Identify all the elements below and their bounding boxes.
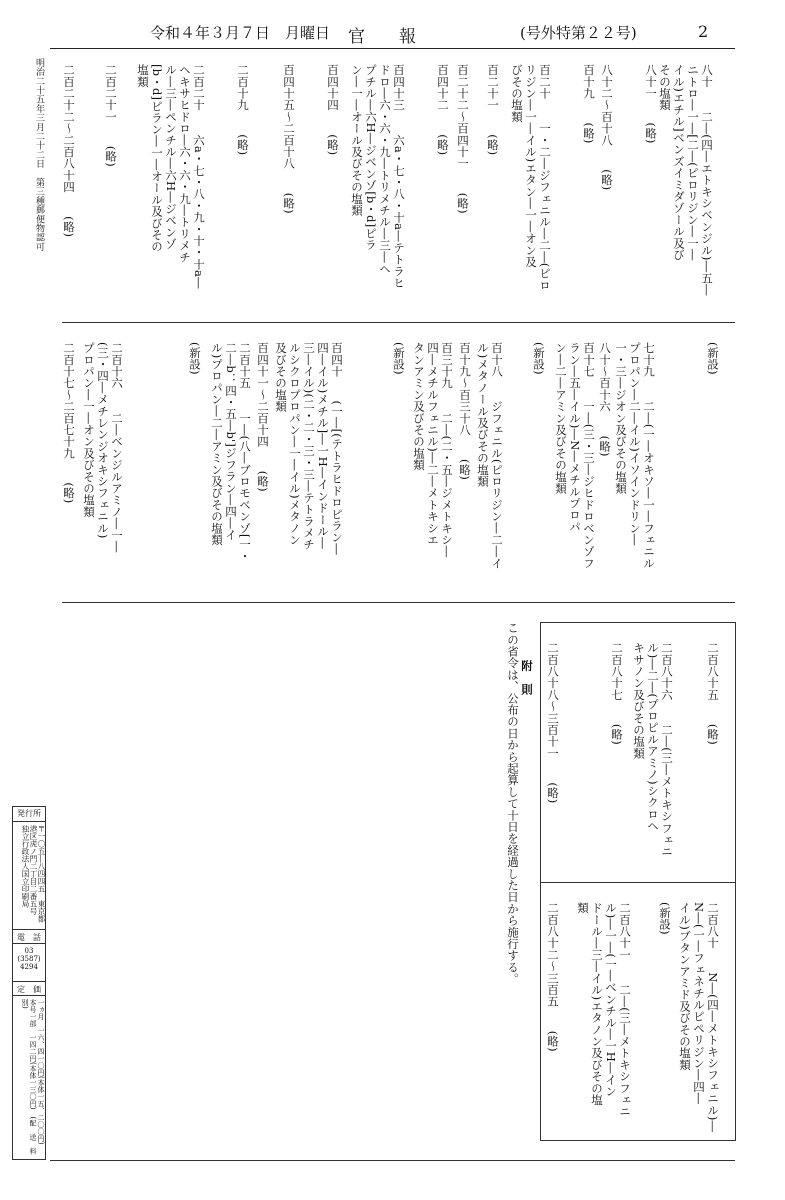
text-column: ヘキサヒドロ―六・六・九―トリメチ: [178, 64, 192, 263]
box-divider: [13, 981, 45, 982]
text-column: イル)ブタンアミド及びその塩類: [678, 902, 692, 1071]
text-column: (新設): [188, 342, 202, 375]
price-label: 定 価: [17, 985, 41, 994]
text-column: (新設): [532, 342, 546, 375]
text-column: 二百八十六 二―(三―メトキシフェニ: [660, 642, 674, 858]
text-column: ル)―一―(一―ベンチル―一H―イン: [604, 902, 618, 1098]
text-column: 二百八十八～三百十一 (略): [546, 642, 560, 804]
text-column: 百三十九 二―(二・五―ジメトキシ―: [440, 342, 454, 558]
text-column: ドロ―六・六・九―トリメチル―三―ヘ: [378, 64, 392, 275]
text-column: 百二十一 (略): [486, 64, 500, 156]
text-column: 百四十四 (略): [326, 64, 340, 156]
text-column: 百四十五～二百十八 (略): [282, 64, 296, 214]
table-border-top: [540, 622, 736, 623]
text-column: 二百十五 一―(八―ブロモベンゾ[一・: [238, 342, 252, 562]
postal-permit: 明治二十五年三月二十二日 第三種郵便物認可: [34, 58, 44, 252]
text-column: 一・三―ジオン及びその塩類: [614, 342, 628, 495]
text-column: イル)エチル]ベンズイミダゾール及び: [672, 64, 686, 261]
section-divider-middle: [62, 602, 735, 603]
text-column: 百四十一～二百十四 (略): [256, 342, 270, 492]
text-column: 二―b：四・五―b']ジフラン―四―イ: [224, 342, 238, 541]
table-border-right: [735, 622, 736, 1140]
text-column: キサノン及びその塩類: [632, 642, 646, 759]
text-column: 八十 二―(四―エトキシベンジル)―五―: [700, 64, 714, 296]
box-divider: [13, 943, 45, 944]
phone-label: 電 話: [17, 933, 41, 942]
table-border-left: [540, 622, 541, 1140]
publisher-address: 〒一〇五―八四四五 東京都港区虎ノ門二丁目二番五号 独立行政法人国立印刷局: [21, 825, 46, 923]
price-text: 一ヵ月 一六、四一〇円(本体一五、二〇〇円) 本号一部 一四二円(本体一三〇円) (配 送 料 別): [21, 999, 45, 1162]
text-column: 百四十 (一―[(テトラヒドロピラン―: [330, 342, 344, 555]
phone-number: 03 (3587) 4294: [17, 947, 41, 971]
text-column: 二百二十 六a・七・八・九・十・十a―: [192, 64, 206, 289]
text-column: 二百八十 N―(四―メトキシフェニル)―: [706, 902, 720, 1133]
text-column: 二百十九 (略): [236, 64, 250, 156]
text-column: 百四十三 六a・七・八・十a―テトラヒ: [392, 64, 406, 289]
text-column: ル)プロパン―二―アミン及びその塩類: [210, 342, 224, 546]
text-column: 百二十二～百四十一 (略): [456, 64, 470, 214]
issue-date: 令和４年３月７日 月曜日: [150, 24, 331, 42]
text-column: ルシクロプロパン―一―イル)メタノン: [288, 342, 302, 546]
text-column: 二百二十一 (略): [104, 64, 118, 167]
text-column: 八十一 (略): [644, 64, 658, 144]
text-column: プロパン―二―イル)イソインドリン―: [628, 342, 642, 546]
text-column: ン―二―アミン及びその塩類: [554, 342, 568, 495]
text-column: その塩類: [658, 64, 672, 111]
text-column: 八十二～百十八 (略): [600, 64, 614, 191]
text-column: 百十八 ジフェニル(ピロリジン―二―イ: [490, 342, 504, 569]
text-column: (新設): [706, 342, 720, 375]
text-column: 類: [576, 902, 590, 914]
text-column: 二百八十七 (略): [610, 642, 624, 745]
text-column: ン―一―オール及びその塩類: [350, 64, 364, 217]
text-column: びその塩類: [510, 64, 524, 123]
text-column: 及びその塩類: [274, 342, 288, 413]
gazette-title: 官 報: [348, 27, 416, 47]
table-border-bottom: [540, 1140, 736, 1141]
text-column: 二百十六 二―ベンジルアミノ―一―: [110, 342, 124, 553]
text-column: ドール―三―イル)エタノン及びその塩: [590, 902, 604, 1106]
text-column: プロパン―一―オン及びその塩類: [82, 342, 96, 518]
text-column: 百十七 一―(三・三―ジヒドロベンゾフ: [582, 342, 596, 569]
text-column: 四―メチルフェニル)―二―メトキシエ: [426, 342, 440, 546]
text-column: 八十～百十六 (略): [598, 342, 612, 457]
box-divider: [13, 821, 45, 822]
section-divider-top: [62, 322, 735, 323]
supplementary-text: この省令は、公布の日から起算して十日を経過した日から施行する。: [506, 622, 520, 985]
text-column: N―(一―フェネチルピペリジン―四―: [692, 902, 706, 1105]
text-column: [b・d]ピラン―一―オール及びその: [150, 64, 164, 253]
text-column: ル―三―ペンチル―六H―ジベンゾ: [164, 64, 178, 250]
text-column: 二百八十二～三百五 (略): [546, 902, 560, 1052]
publisher-box: [12, 806, 46, 1160]
text-column: 三―イル)(二・二・三・三―テトラメチ: [302, 342, 316, 551]
text-column: 二百二十二～二百八十四 (略): [62, 64, 76, 238]
text-column: 二百八十一 二―(三―メトキシフェニ: [618, 902, 632, 1118]
text-column: タンアミン及びその塩類: [412, 342, 426, 471]
box-divider: [13, 929, 45, 930]
text-column: 塩類: [136, 64, 150, 88]
text-column: (新設): [392, 342, 406, 375]
text-column: ラン―五―イル)―N―メチルプロパ: [568, 342, 582, 533]
page-bottom-rule: [50, 1160, 735, 1161]
page-number: 2: [698, 22, 709, 41]
text-column: 百二十 一・二―ジフェニル―二―(ピロ: [538, 64, 552, 291]
text-column: 百十九 (略): [582, 64, 596, 144]
text-column: (三・四―メチレンジオキシフェニル): [96, 342, 110, 539]
text-column: 二百八十五 (略): [706, 642, 720, 745]
header-rule: [50, 48, 735, 49]
issue-number: (号外特第２２号): [520, 24, 637, 42]
text-column: (新設): [658, 902, 672, 935]
text-column: プチル―六H―ジベンゾ[b・d]ピラ: [364, 64, 378, 251]
text-column: 二百十七～二百七十九 (略): [62, 342, 76, 504]
publisher-label: 発行所: [17, 809, 41, 818]
text-column: 七十九 二―(一―オキソ―一―フェニル: [642, 342, 656, 569]
text-column: リジン―一―イル)エタン―一―オン及: [524, 64, 538, 268]
text-column: ニトロ―一―[二―(ピロリジン―一―: [686, 64, 700, 261]
text-column: 百四十二 (略): [436, 64, 450, 156]
supplementary-title: 附 則: [520, 660, 534, 696]
table-border-mid: [540, 882, 736, 883]
text-column: ル)―二―(プロピルアミノ)シクロヘ: [646, 642, 660, 832]
text-column: ル)メタノール及びその塩類: [476, 342, 490, 488]
text-column: 百十九～百三十八 (略): [458, 342, 472, 481]
box-divider: [13, 995, 45, 996]
text-column: 四―イル)メチル]―一H―インドール―: [316, 342, 330, 549]
